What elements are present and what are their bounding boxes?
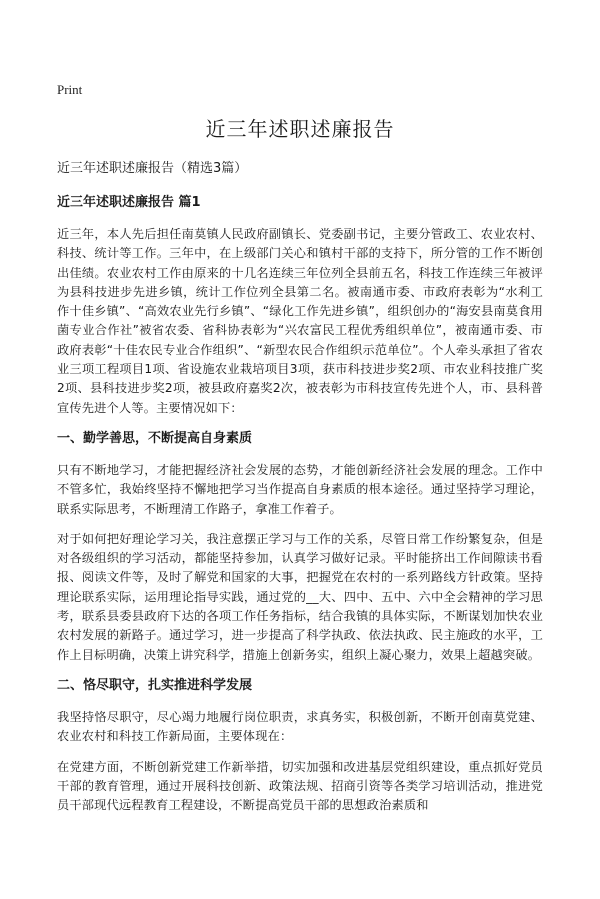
section-1-paragraph-1: 只有不断地学习，才能把握经济社会发展的态势，才能创新经济社会发展的理念。工作中不管多忙，我始终坚持不懈地把学习当作提高自身素质的根本途径。通过坚持学习理论，联系实际思考，不断理清工作路子，拿准工作着子。 (57, 462, 543, 516)
section-2-paragraph-1: 我坚持恪尽职守，尽心竭力地履行岗位职责，求真务实，积极创新，不断开创南莫党建、农业农村和科技工作新局面，主要体现在： (57, 709, 543, 744)
article-heading: 近三年述职述廉报告 篇1 (57, 195, 201, 210)
section-1-heading: 一、勤学善思，不断提高自身素质 (57, 430, 253, 446)
section-1-paragraph-2: 对于如何把好理论学习关，我注意摆正学习与工作的关系，尽管日常工作纷繁复杂，但是对各级组织的学习活动，都能坚持参加，认真学习做好记录。平时能挤出工作间隙读书看报、阅读文件等，及时了解党和国家的大事，把握党在农村的一系列路线方针政策。坚持理论联系实际，运用理论指导实践，通过党的__大、四中、五中、六中全会精神的学习思考，联系县委县政府下达的各项工作任务指标，结合我镇的具体实际，不断谋划加快农业农村发展的新路子。通过学习，进一步提高了科学执政、依法执政、民主施政的水平，工作上目标明确，决策上讲究科学，措施上创新务实，组织上凝心聚力，效果上超越突破。 (57, 531, 543, 662)
section-2-paragraph-2: 在党建方面，不断创新党建工作新举措，切实加强和改进基层党组织建设，重点抓好党员干部的教育管理，通过开展科技创新、政策法规、招商引资等各类学习培训活动，推进党员干部现代远程教育工程建设，不断提高党员干部的思想政治素质和 (57, 759, 543, 813)
print-label[interactable]: Print (57, 82, 83, 97)
intro-paragraph: 近三年，本人先后担任南莫镇人民政府副镇长、党委副书记，主要分管政工、农业农村、科技、统计等工作。三年中，在上级部门关心和镇村干部的支持下，所分管的工作不断创出佳绩。农业农村工作由原来的十几名连续三年位列全县前五名，科技工作连续三年被评为县科技进步先进乡镇，统计工作位列全县第二名。被南通市委、市政府表彰为“水利工作十佳乡镇”、“高效农业先行乡镇”、“绿化工作先进乡镇”，组织创办的“海安县南莫食用菌专业合作社”被省农委、省科协表彰为“兴农富民工程优秀组织单位”，被南通市委、市政府表彰“十佳农民专业合作组织”、“新型农民合作组织示范单位”。个人牵头承担了省农业三项工程项目1项、省设施农业栽培项目3项，获市科技进步奖2项、市农业科技推广奖2项、县科技进步奖2项，被县政府嘉奖2次，被表彰为市科技宣传先进个人，市、县科普宣传先进个人等。主要情况如下： (57, 227, 543, 415)
document-title: 近三年述职述廉报告 (205, 117, 395, 141)
section-2-heading: 二、恪尽职守，扎实推进科学发展 (57, 677, 253, 693)
document-subtitle: 近三年述职述廉报告（精选3篇） (57, 161, 248, 176)
